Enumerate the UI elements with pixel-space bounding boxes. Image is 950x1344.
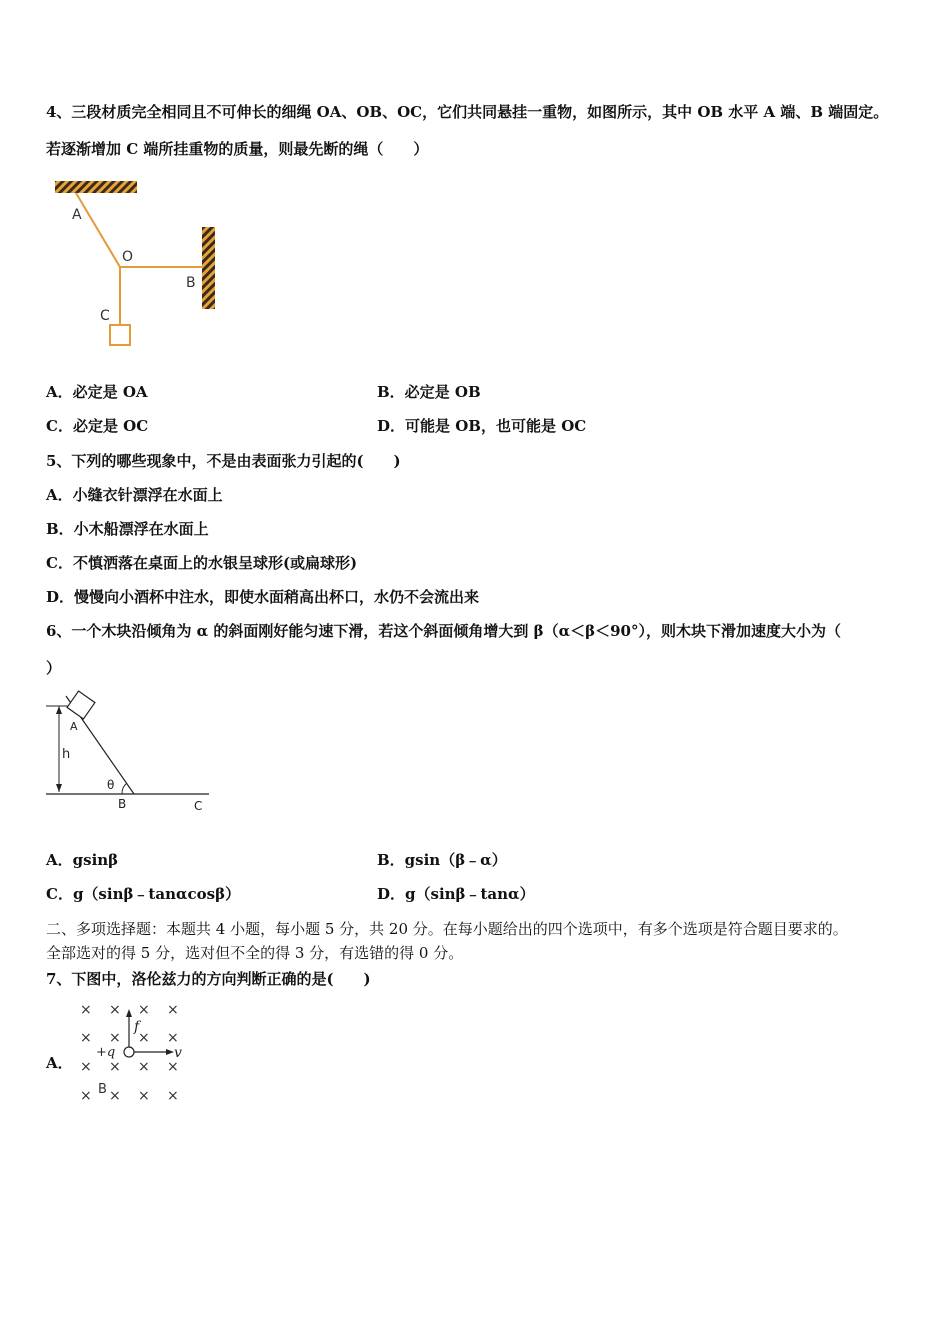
q7-magnetic-field-figure	[76, 995, 196, 1107]
label-b: B	[98, 1082, 107, 1097]
q6-incline-figure	[44, 688, 214, 818]
field-cross: ×	[138, 1059, 150, 1075]
field-cross: ×	[109, 1088, 121, 1104]
q7-stem: 7、下图中，洛伦兹力的方向判断正确的是( )	[46, 970, 371, 988]
label-c: C	[194, 799, 203, 813]
field-cross: ×	[109, 1002, 121, 1018]
q5-option-b[interactable]: B．小木船漂浮在水面上	[46, 520, 209, 538]
field-cross: ×	[109, 1030, 121, 1046]
section2-intro-line1: 二、多项选择题：本题共 4 小题，每小题 5 分，共 20 分。在每小题给出的四个选项中，有多个选项是符合题目要求的。	[46, 920, 848, 938]
q4-stem-line1: 4、三段材质完全相同且不可伸长的细绳 OA、OB、OC，它们共同悬挂一重物，如图所示，其中 OB 水平 A 端、B 端固定。	[46, 103, 889, 121]
label-o: O	[122, 249, 134, 265]
field-cross: ×	[138, 1030, 150, 1046]
field-cross: ×	[138, 1088, 150, 1104]
wall-support	[202, 227, 215, 309]
field-cross: ×	[109, 1059, 121, 1075]
label-c: C	[100, 308, 110, 324]
label-v: v	[174, 1045, 182, 1061]
q4-option-d[interactable]: D．可能是 OB，也可能是 OC	[377, 417, 587, 435]
label-h: h	[62, 747, 71, 762]
q5-option-c[interactable]: C．不慎洒落在桌面上的水银呈球形(或扁球形)	[46, 554, 358, 572]
angle-arc	[122, 783, 127, 794]
q4-stem-line2: 若逐渐增加 C 端所挂重物的质量，则最先断的绳（ ）	[46, 140, 429, 158]
label-b: B	[186, 275, 196, 291]
q4-option-c[interactable]: C．必定是 OC	[46, 417, 149, 435]
q6-stem-line1: 6、一个木块沿倾角为 α 的斜面刚好能匀速下滑，若这个斜面倾角增大到 β（α＜β＜90°），则木块下滑加速度大小为（	[46, 622, 841, 640]
label-a: A	[72, 207, 82, 223]
hanging-weight	[110, 325, 130, 345]
label-q: +q	[96, 1045, 116, 1060]
field-cross: ×	[80, 1059, 92, 1075]
q6-option-a[interactable]: A．gsinβ	[46, 851, 119, 869]
q6-stem-line2: ）	[46, 659, 62, 677]
rope-oa	[76, 193, 120, 267]
q5-option-a[interactable]: A．小缝衣针漂浮在水面上	[46, 486, 223, 504]
field-cross: ×	[80, 1030, 92, 1046]
q6-option-c[interactable]: C．g（sinβ﹣tanαcosβ）	[46, 885, 241, 903]
q7-option-a-label[interactable]: A．	[46, 1054, 73, 1072]
label-f: f	[134, 1019, 140, 1035]
q4-option-b[interactable]: B．必定是 OB	[377, 383, 481, 401]
field-cross: ×	[167, 1030, 179, 1046]
q6-option-d[interactable]: D．g（sinβ﹣tanα）	[377, 885, 535, 903]
charge-particle	[124, 1047, 134, 1057]
field-cross: ×	[167, 1088, 179, 1104]
label-a: A	[70, 720, 78, 733]
section2-intro-line2: 全部选对的得 5 分，选对但不全的得 3 分，有选错的得 0 分。	[46, 944, 464, 962]
ceiling-support	[55, 181, 137, 193]
field-cross: ×	[80, 1002, 92, 1018]
q4-option-a[interactable]: A．必定是 OA	[46, 383, 148, 401]
sliding-block	[67, 691, 95, 719]
field-cross: ×	[138, 1002, 150, 1018]
q4-rope-figure	[50, 175, 225, 355]
label-theta: θ	[107, 778, 115, 792]
q5-stem: 5、下列的哪些现象中，不是由表面张力引起的( )	[46, 452, 401, 470]
field-cross: ×	[80, 1088, 92, 1104]
field-cross: ×	[167, 1002, 179, 1018]
field-cross: ×	[167, 1059, 179, 1075]
q6-option-b[interactable]: B．gsin（β﹣α）	[377, 851, 507, 869]
label-b: B	[118, 797, 127, 811]
q5-option-d[interactable]: D．慢慢向小酒杯中注水，即使水面稍高出杯口，水仍不会流出来	[46, 588, 480, 606]
